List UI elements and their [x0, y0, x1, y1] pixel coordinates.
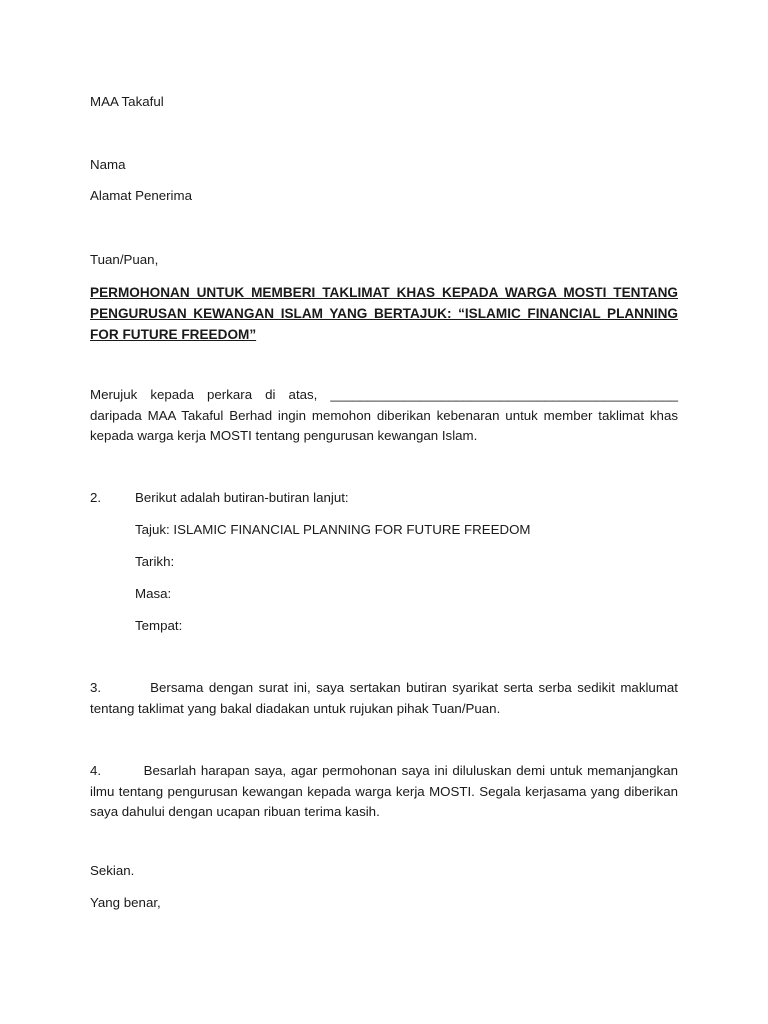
- salutation: Tuan/Puan,: [90, 252, 159, 267]
- closing: Sekian.: [90, 863, 135, 878]
- recipient-address: Alamat Penerima: [90, 188, 192, 203]
- detail-tempat: Tempat:: [135, 618, 183, 633]
- detail-tajuk: Tajuk: ISLAMIC FINANCIAL PLANNING FOR FUTURE FREEDOM: [135, 522, 531, 537]
- company-name: MAA Takaful: [90, 94, 164, 109]
- signoff: Yang benar,: [90, 895, 161, 910]
- paragraph-3: 3. Bersama dengan surat ini, saya sertakan butiran syarikat serta serba sedikit maklumat tentang taklimat yang bakal diadakan untuk rujukan pihak Tuan/Puan.: [90, 680, 678, 716]
- detail-masa: Masa:: [135, 586, 172, 601]
- recipient-name: Nama: [90, 157, 126, 172]
- paragraph-2-text: Berikut adalah butiran-butiran lanjut:: [135, 490, 349, 505]
- detail-tarikh: Tarikh:: [135, 554, 175, 569]
- paragraph-4: 4. Besarlah harapan saya, agar permohonan saya ini diluluskan demi untuk memanjangkan ilmu tentang pengurusan kewangan kepada warga kerja MOSTI. Segala kerjasama yang diberikan saya dahului dengan ucapan ribuan terima kasih.: [90, 763, 678, 819]
- intro-paragraph: Merujuk kepada perkara di atas, _______________________________________________ daripada MAA Takaful Berhad ingin memohon diberikan kebenaran untuk member taklimat khas kepada warga kerja MOSTI tentang pengurusan kewangan Islam.: [90, 387, 678, 443]
- paragraph-2-number: 2.: [90, 490, 102, 505]
- letter-subject: PERMOHONAN UNTUK MEMBERI TAKLIMAT KHAS KEPADA WARGA MOSTI TENTANG PENGURUSAN KEWANGAN ISLAM YANG BERTAJUK: “ISLAMIC FINANCIAL PLANNING FOR FUTURE FREEDOM”: [90, 285, 678, 342]
